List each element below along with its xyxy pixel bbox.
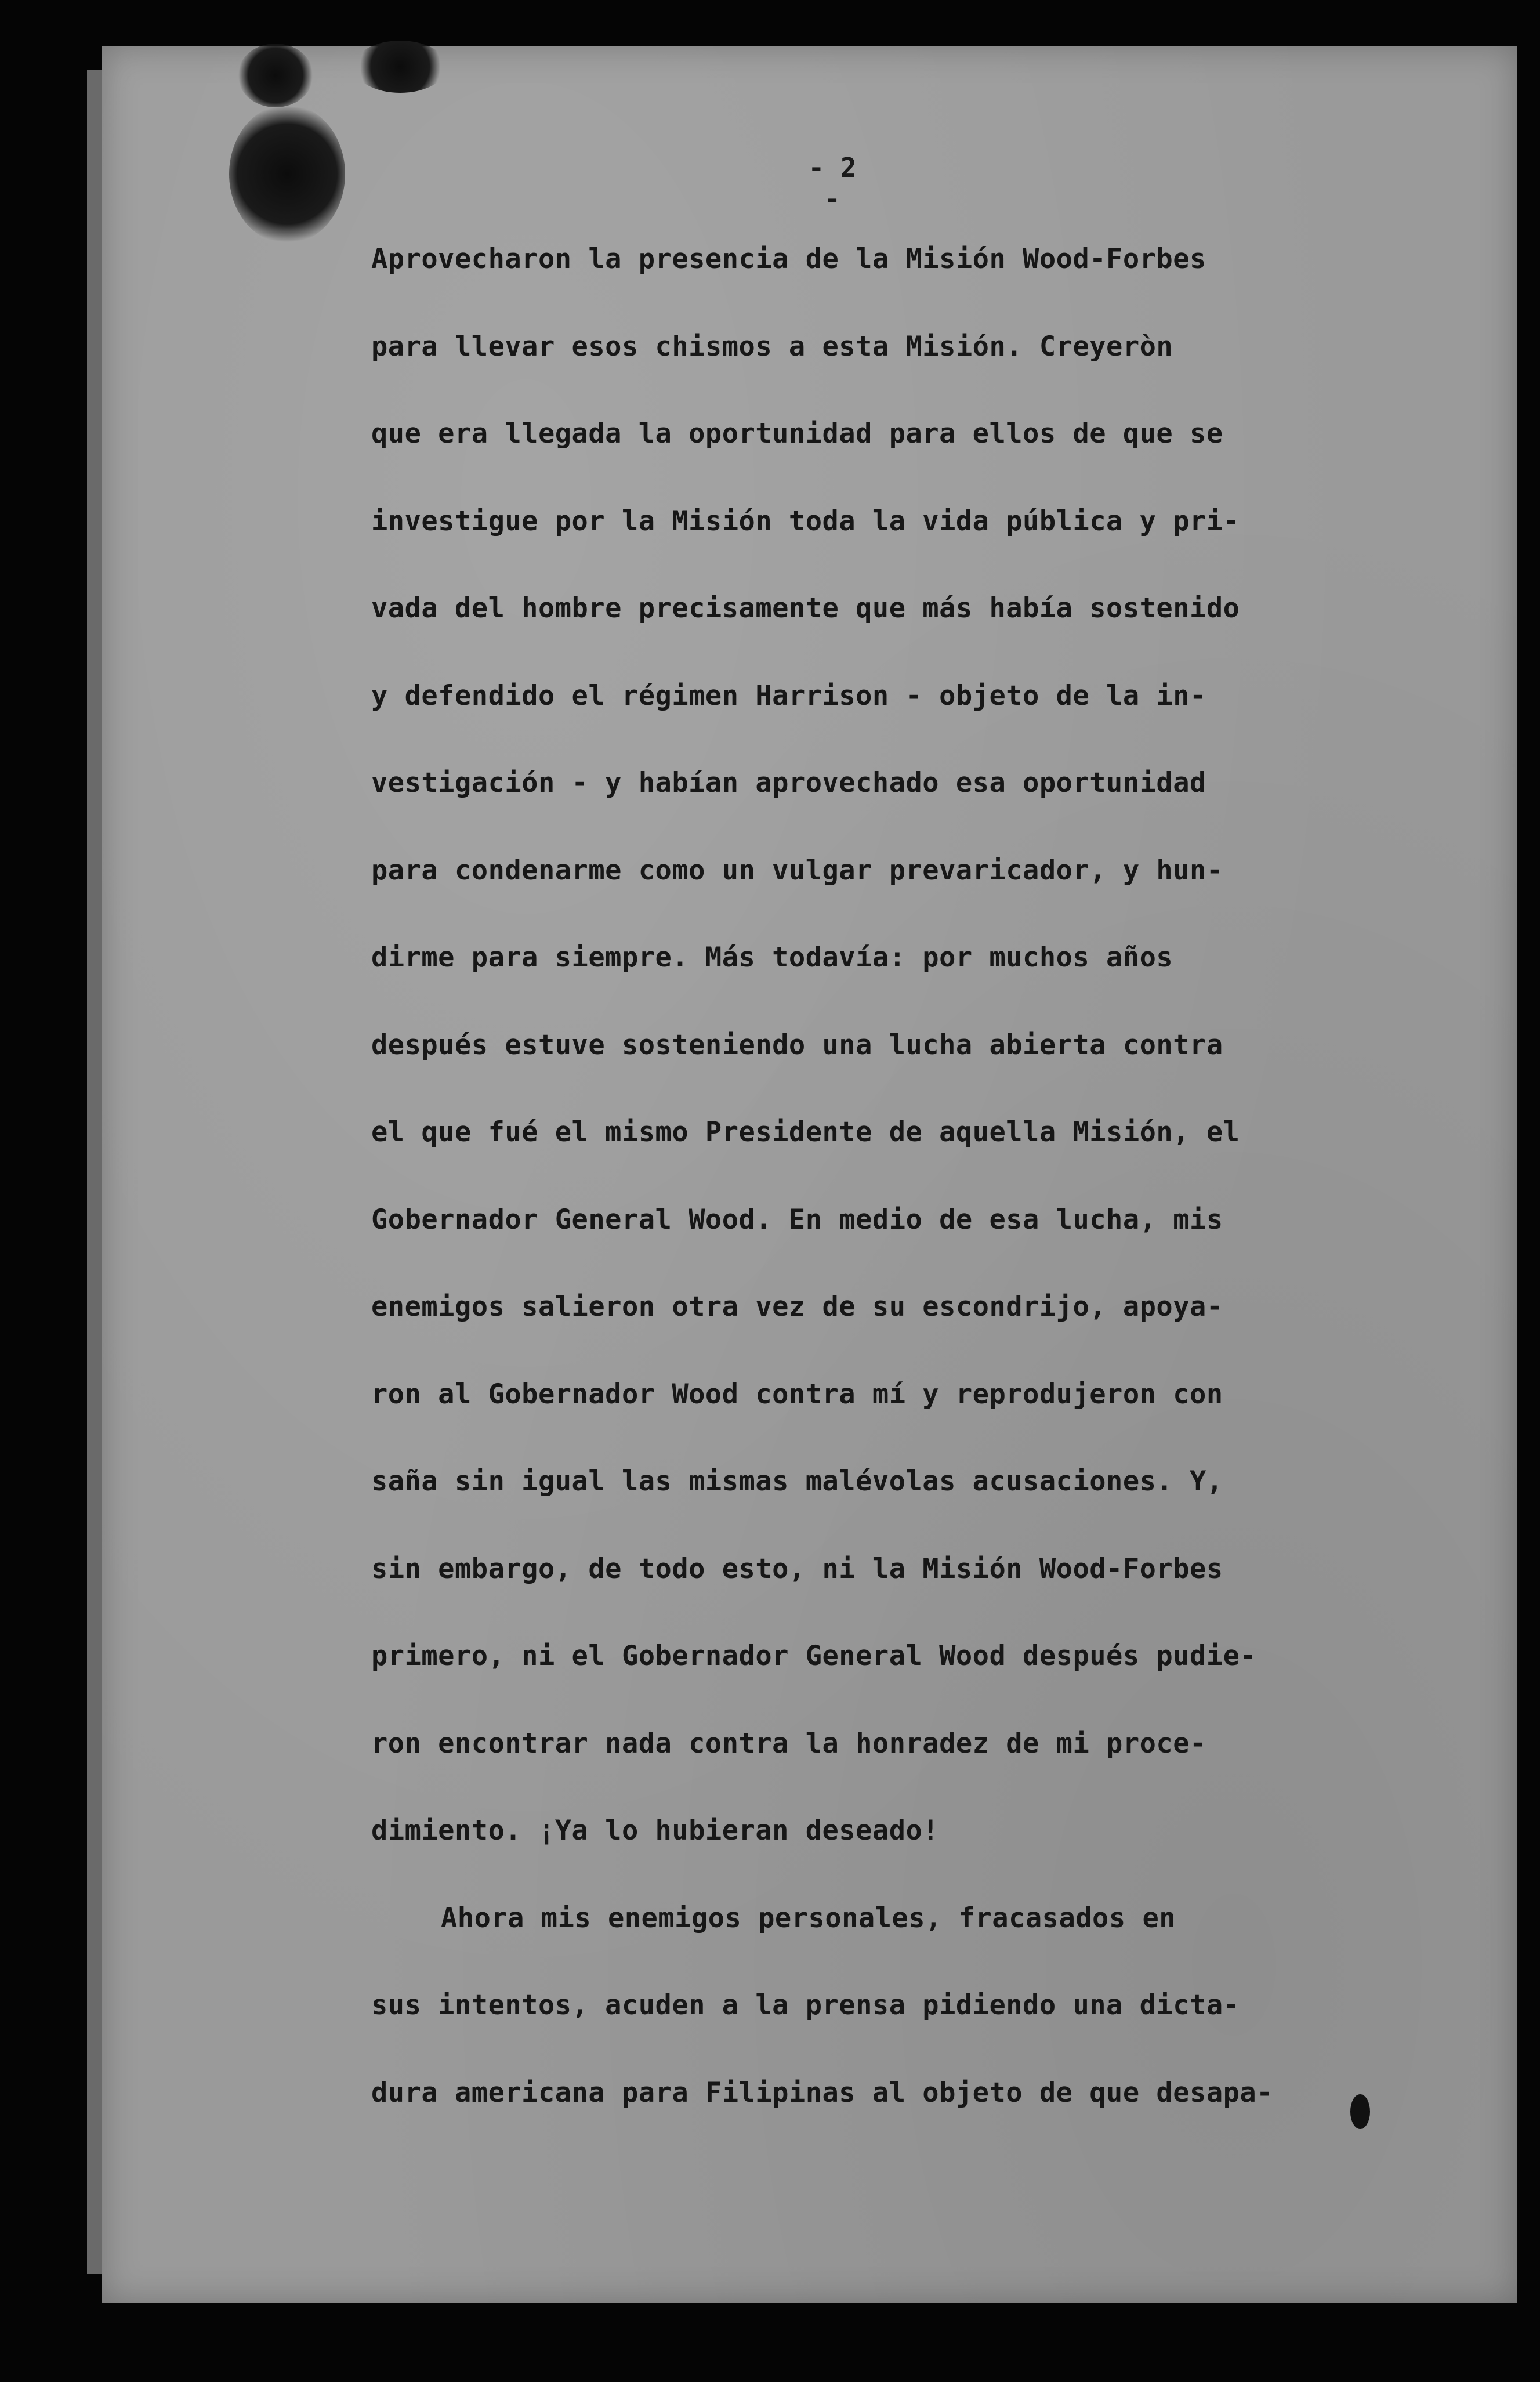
text-line-paragraph-start: Ahora mis enemigos personales, fracasados en <box>441 1902 1176 1934</box>
text-line: saña sin igual las mismas malévolas acusaciones. Y, <box>371 1465 1223 1497</box>
text-line: el que fué el mismo Presidente de aquella Misión, el <box>371 1116 1240 1148</box>
page-number: - 2 - <box>808 152 857 215</box>
body-text <box>371 239 1311 2160</box>
text-line: después estuve sosteniendo una lucha abierta contra <box>371 1029 1223 1061</box>
ink-stain-icon <box>238 44 313 107</box>
text-line: dimiento. ¡Ya lo hubieran deseado! <box>371 1815 940 1847</box>
text-line: dirme para siempre. Más todavía: por muchos años <box>371 942 1173 973</box>
text-line: ron al Gobernador Wood contra mí y reprodujeron con <box>371 1378 1223 1410</box>
ink-stain-icon <box>354 41 447 93</box>
text-line: que era llegada la oportunidad para ellos de que se <box>371 418 1223 450</box>
text-line: Gobernador General Wood. En medio de esa lucha, mis <box>371 1203 1223 1236</box>
ink-blot-icon <box>1350 2094 1370 2129</box>
text-line: enemigos salieron otra vez de su escondrijo, apoya- <box>371 1291 1223 1323</box>
text-line: primero, ni el Gobernador General Wood después pudie- <box>371 1640 1257 1672</box>
text-line: sin embargo, de todo esto, ni la Misión Wood-Forbes <box>371 1552 1223 1585</box>
text-line: dura americana para Filipinas al objeto de que desapa- <box>371 2076 1274 2109</box>
text-line: ron encontrar nada contra la honradez de mi proce- <box>371 1727 1206 1760</box>
text-line: vestigación - y habían aprovechado esa oportunidad <box>371 767 1206 799</box>
text-line: investigue por la Misión toda la vida pública y pri- <box>371 505 1240 537</box>
text-line: Aprovecharon la presencia de la Misión Wood-Forbes <box>371 243 1206 275</box>
ink-stain-icon <box>229 104 345 244</box>
text-line: para llevar esos chismos a esta Misión. Creyeròn <box>371 330 1173 363</box>
text-line: vada del hombre precisamente que más había sostenido <box>371 592 1240 624</box>
text-line: para condenarme como un vulgar prevaricador, y hun- <box>371 854 1223 886</box>
text-line: y defendido el régimen Harrison - objeto de la in- <box>371 679 1206 712</box>
text-line: sus intentos, acuden a la prensa pidiendo una dicta- <box>371 1989 1240 2021</box>
